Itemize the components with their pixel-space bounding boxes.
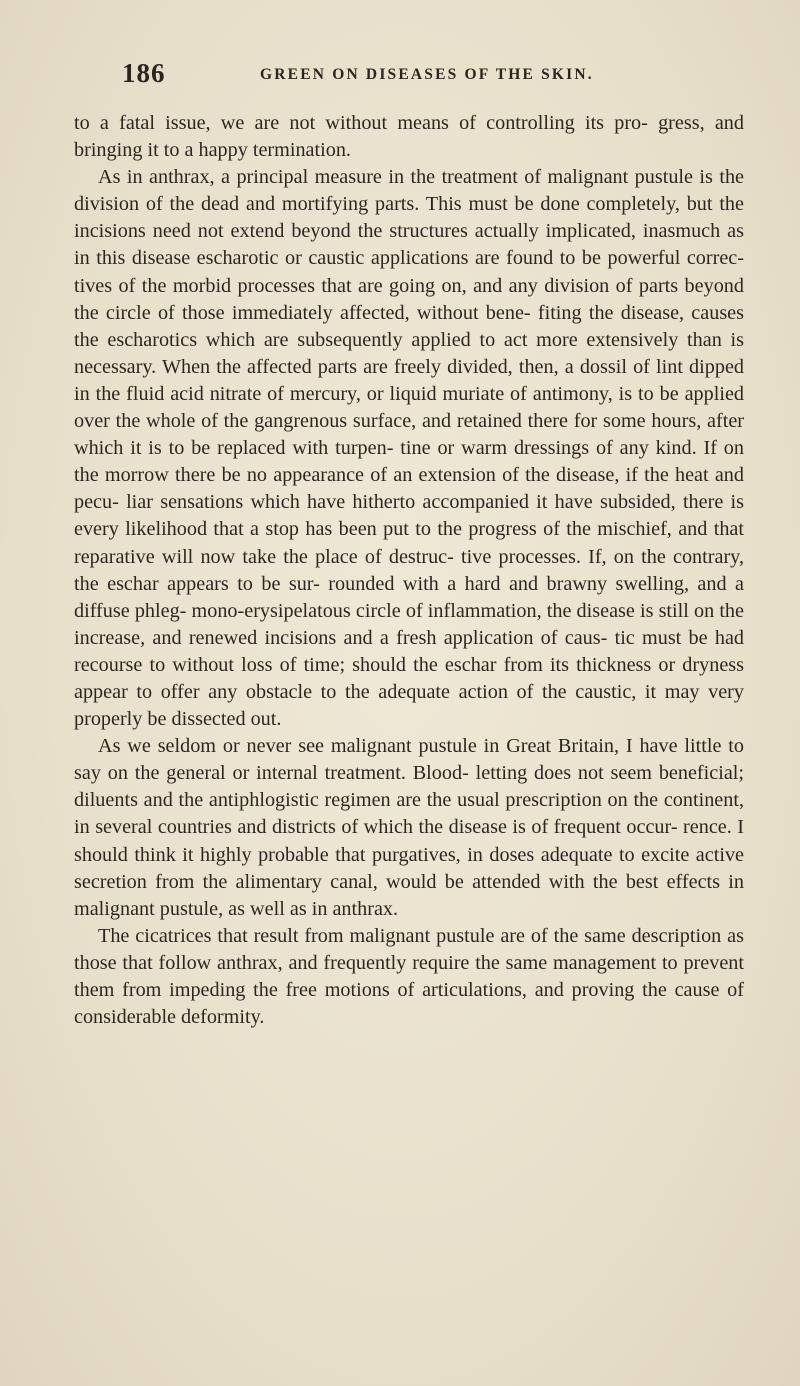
paragraph-treatment-division: As in anthrax, a principal measure in the treatment of malignant pustule is the division of the dead and mortifying parts. This must be done completely, but the incisions need not extend beyond the structures actually implicated, inasmuch as in this disease escharotic or caustic applications are found to be powerful correc- tives of the morbid processes that are going on, and any division of parts beyond the circle of those immediately affected, without bene- fiting the disease, causes the escharotics which are subsequently applied to act more extensively than is necessary. When the affected parts are freely divided, then, a dossil of lint dipped in the fluid acid nitrate of mercury, or liquid muriate of antimony, is to be applied over the whole of the gangrenous surface, and retained there for some hours, after which it is to be replaced with turpen- tine or warm dressings of any kind. If on the morrow there be no appearance of an extension of the disease, if the heat and pecu- liar sensations which have hitherto accompanied it have subsided, there is every likelihood that a stop has been put to the progress of the mischief, and that reparative will now take the place of destruc- tive processes. If, on the contrary, the eschar appears to be sur- rounded with a hard and brawny swelling, and a diffuse phleg- mono-erysipelatous circle of inflammation, the disease is still on the increase, and renewed incisions and a fresh application of caus- tic must be had recourse to without loss of time; should the eschar from its thickness or dryness appear to offer any obstacle to the adequate action of the caustic, it may very properly be dissected out. xyxy=(74,166,744,731)
page-header xyxy=(122,58,722,98)
paragraph-cicatrices: The cicatrices that result from malignant pustule are of the same description as those that follow anthrax, and frequently require the same management to prevent them from impeding the free motions of articulations, and proving the cause of considerable deformity. xyxy=(74,924,744,1029)
running-head: GREEN ON DISEASES OF THE SKIN. xyxy=(260,66,594,83)
paragraph-continued: to a fatal issue, we are not without means of controlling its pro- gress, and bringing it to a happy termination. xyxy=(74,112,744,162)
paragraph-internal-treatment: As we seldom or never see malignant pustule in Great Britain, I have little to say on the general or internal treatment. Blood- letting does not seem beneficial; diluents and the antiphlogistic regimen are the usual prescription on the continent, in several countries and districts of which the disease is of frequent occur- rence. I should think it highly probable that purgatives, in doses adequate to excite active secretion from the alimentary canal, would be attended with the best effects in malignant pustule, as well as in anthrax. xyxy=(74,735,744,920)
page-number: 186 xyxy=(122,58,166,88)
body-text xyxy=(74,110,744,1031)
